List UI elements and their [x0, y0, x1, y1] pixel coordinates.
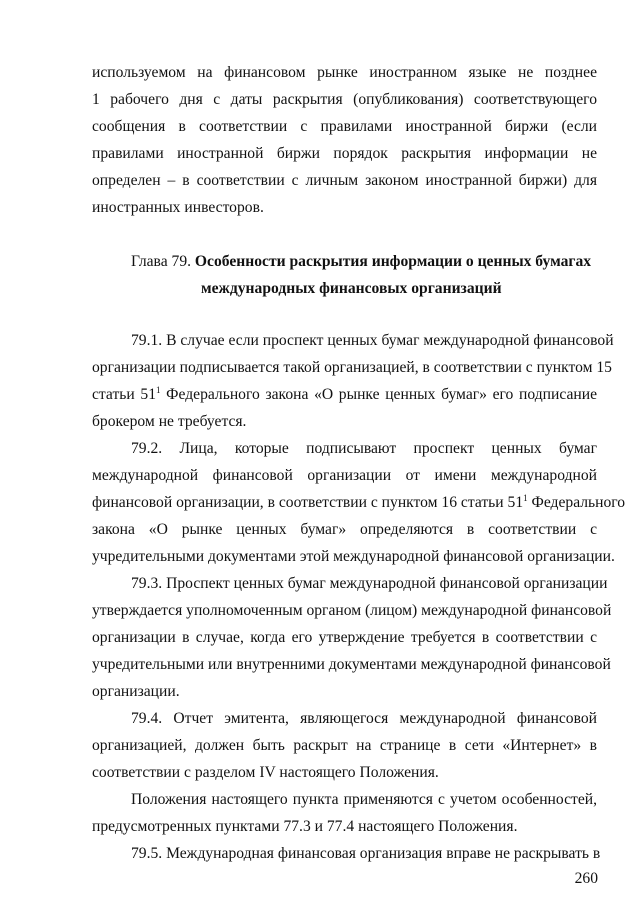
- text-line: учредительными или внутренними документами международной финансовой: [92, 656, 611, 673]
- text-line: статьи $51^1$ Федерального закона «О рынке ценных бумаг» его подписание: [92, 385, 597, 403]
- text-line: определен – в соответствии с личным законом иностранной биржи) для: [92, 172, 597, 189]
- text-line: международной финансовой организации от имени международной: [92, 467, 597, 484]
- text-line: 79.5. Международная финансовая организация вправе не раскрывать в: [131, 845, 601, 862]
- text-line: Положения настоящего пункта применяются с учетом особенностей,: [131, 791, 597, 808]
- text-line: соответствии с разделом IV настоящего Положения.: [92, 764, 439, 781]
- text-line: сообщения в соответствии с правилами иностранной биржи (если: [92, 118, 597, 135]
- text-line: предусмотренных пунктами 77.3 и 77.4 настоящего Положения.: [92, 818, 518, 835]
- text-line: правилами иностранной биржи порядок раскрытия информации не: [92, 145, 597, 162]
- text-line: учредительными документами этой международной финансовой организации.: [92, 548, 615, 565]
- chapter-title-line2: международных финансовых организаций: [201, 280, 502, 297]
- chapter-label: Глава 79.: [131, 253, 192, 270]
- text-line: используемом на финансовом рынке иностранном языке не позднее: [92, 64, 597, 81]
- text-line: 1 рабочего дня с даты раскрытия (опубликования) соответствующего: [92, 91, 597, 108]
- text-line: закона «О рынке ценных бумаг» определяются в соответствии с: [92, 521, 597, 538]
- text-line: организации подписывается такой организацией, в соответствии с пунктом 15: [92, 359, 612, 376]
- text-line: брокером не требуется.: [92, 413, 247, 430]
- page-number: 260: [574, 870, 598, 887]
- text-line: 79.1. В случае если проспект ценных бумаг международной финансовой: [131, 332, 614, 349]
- text-line: организации.: [92, 683, 180, 700]
- text-line: утверждается уполномоченным органом (лицом) международной финансовой: [92, 602, 612, 619]
- text-line: 79.4. Отчет эмитента, являющегося международной финансовой: [131, 710, 597, 727]
- text-line: организацией, должен быть раскрыт на странице в сети «Интернет» в: [92, 737, 597, 754]
- text-line: финансовой организации, в соответствии с пунктом 16 статьи $51^1$ Федерального: [92, 493, 626, 511]
- text-line: иностранных инвесторов.: [92, 199, 264, 216]
- chapter-heading: [131, 253, 591, 271]
- chapter-heading-line2: [201, 280, 502, 298]
- chapter-title-line1: Особенности раскрытия информации о ценных бумагах: [194, 253, 592, 270]
- text-line: 79.3. Проспект ценных бумаг международной финансовой организации: [131, 575, 608, 592]
- text-line: организации в случае, когда его утверждение требуется в соответствии с: [92, 629, 597, 646]
- text-line: 79.2. Лица, которые подписывают проспект ценных бумаг: [131, 440, 597, 457]
